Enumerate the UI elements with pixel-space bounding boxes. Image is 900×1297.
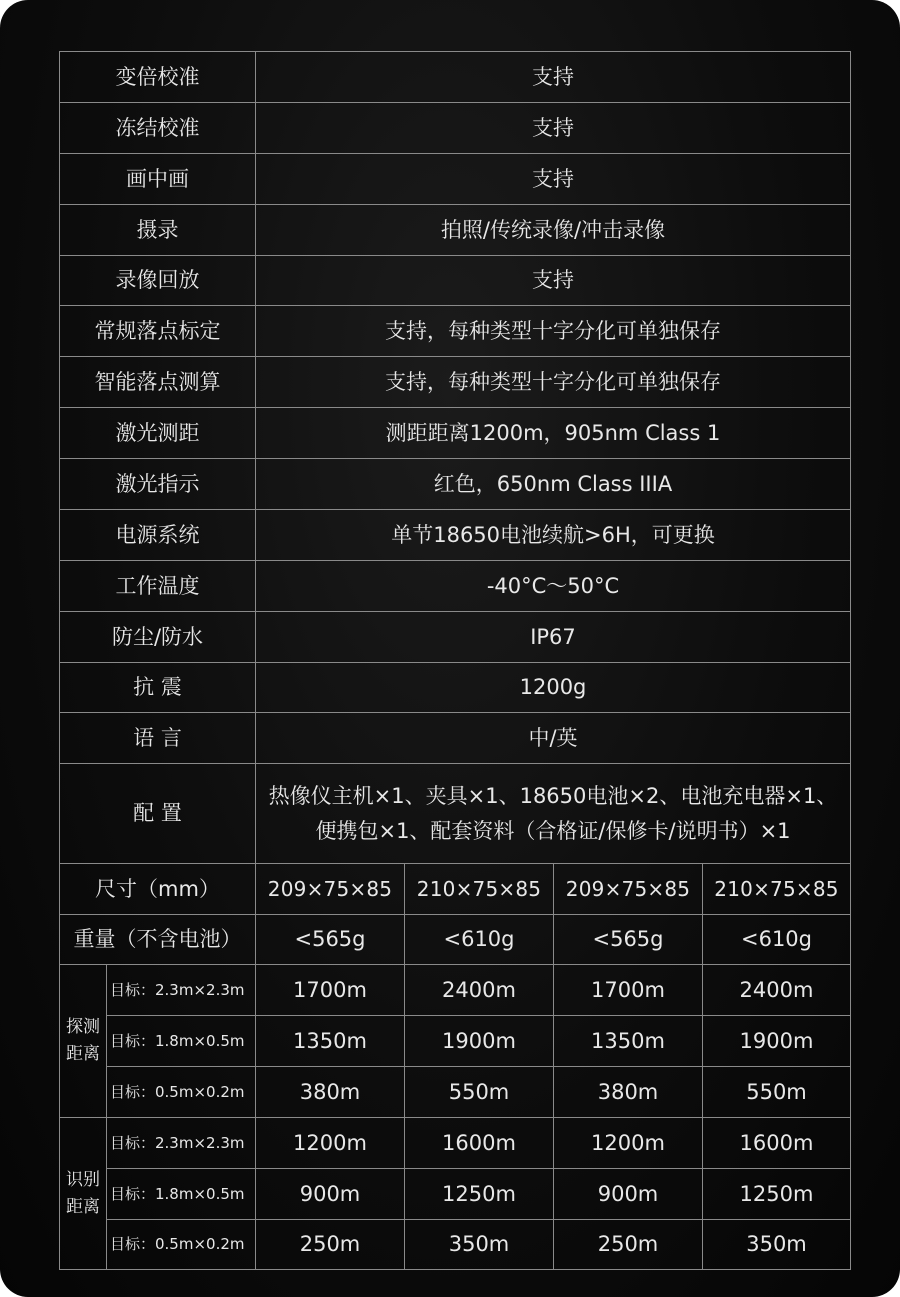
spec-label: 工作温度: [60, 561, 256, 612]
spec-value: IP67: [256, 612, 851, 663]
table-row: [60, 915, 851, 965]
weight-value: <610g: [703, 915, 851, 965]
table-row: [60, 1118, 851, 1169]
spec-value: 支持: [256, 103, 851, 154]
spec-label: 电源系统: [60, 510, 256, 561]
table-row: [60, 1067, 851, 1118]
table-row: [60, 256, 851, 306]
range-value: 350m: [405, 1220, 554, 1270]
spec-value: 红色，650nm Class IIIA: [256, 459, 851, 510]
range-value: 1200m: [256, 1118, 405, 1169]
range-value: 380m: [554, 1067, 703, 1118]
spec-label: 常规落点标定: [60, 306, 256, 357]
spec-value: 1200g: [256, 663, 851, 713]
table-row: [60, 408, 851, 459]
spec-label: 录像回放: [60, 256, 256, 306]
spec-value: 支持: [256, 256, 851, 306]
table-row: [60, 965, 851, 1016]
range-value: 550m: [703, 1067, 851, 1118]
range-value: 1250m: [405, 1169, 554, 1220]
spec-value: -40°C～50°C: [256, 561, 851, 612]
table-row: [60, 154, 851, 205]
table-row: [60, 1169, 851, 1220]
target-label: 目标：1.8m×0.5m: [107, 1169, 256, 1220]
range-value: 350m: [703, 1220, 851, 1270]
target-label: 目标：1.8m×0.5m: [107, 1016, 256, 1067]
spec-label: 画中画: [60, 154, 256, 205]
spec-label: 智能落点测算: [60, 357, 256, 408]
spec-value: 支持: [256, 154, 851, 205]
spec-value: 支持，每种类型十字分化可单独保存: [256, 357, 851, 408]
spec-label: 激光测距: [60, 408, 256, 459]
config-value: 热像仪主机×1、夹具×1、18650电池×2、电池充电器×1、便携包×1、配套资料（合格证/保修卡/说明书）×1: [256, 764, 851, 864]
recognition-label: 识别距离: [60, 1118, 107, 1270]
table-row: [60, 103, 851, 154]
detection-label: 探测距离: [60, 965, 107, 1118]
target-label: 目标：2.3m×2.3m: [107, 965, 256, 1016]
range-value: 1600m: [405, 1118, 554, 1169]
table-row: [60, 612, 851, 663]
spec-value: 支持，每种类型十字分化可单独保存: [256, 306, 851, 357]
range-value: 1700m: [554, 965, 703, 1016]
weight-label: 重量（不含电池）: [60, 915, 256, 965]
target-label: 目标：0.5m×0.2m: [107, 1067, 256, 1118]
range-value: 250m: [554, 1220, 703, 1270]
table-row: [60, 713, 851, 764]
weight-value: <565g: [554, 915, 703, 965]
spec-label: 摄录: [60, 205, 256, 256]
spec-label: 防尘/防水: [60, 612, 256, 663]
config-label: 配 置: [60, 764, 256, 864]
range-value: 1250m: [703, 1169, 851, 1220]
range-value: 1200m: [554, 1118, 703, 1169]
size-value: 210×75×85: [405, 864, 554, 915]
table-row: [60, 561, 851, 612]
range-value: 1600m: [703, 1118, 851, 1169]
range-value: 900m: [554, 1169, 703, 1220]
size-value: 210×75×85: [703, 864, 851, 915]
spec-value: 中/英: [256, 713, 851, 764]
size-value: 209×75×85: [256, 864, 405, 915]
spec-label: 抗 震: [60, 663, 256, 713]
range-value: 550m: [405, 1067, 554, 1118]
spec-label: 语 言: [60, 713, 256, 764]
weight-value: <565g: [256, 915, 405, 965]
range-value: 1900m: [703, 1016, 851, 1067]
target-label: 目标：2.3m×2.3m: [107, 1118, 256, 1169]
table-row: [60, 459, 851, 510]
table-row: [60, 1220, 851, 1270]
table-row: [60, 357, 851, 408]
spec-label: 冻结校准: [60, 103, 256, 154]
range-value: 900m: [256, 1169, 405, 1220]
table-row: [60, 510, 851, 561]
range-value: 2400m: [703, 965, 851, 1016]
size-value: 209×75×85: [554, 864, 703, 915]
spec-label: 激光指示: [60, 459, 256, 510]
weight-value: <610g: [405, 915, 554, 965]
range-value: 250m: [256, 1220, 405, 1270]
spec-value: 测距距离1200m，905nm Class 1: [256, 408, 851, 459]
target-label: 目标：0.5m×0.2m: [107, 1220, 256, 1270]
table-row: [60, 205, 851, 256]
table-row: [60, 764, 851, 864]
table-row: [60, 52, 851, 103]
spec-value: 拍照/传统录像/冲击录像: [256, 205, 851, 256]
table-row: [60, 663, 851, 713]
table-row: [60, 306, 851, 357]
range-value: 2400m: [405, 965, 554, 1016]
table-row: [60, 864, 851, 915]
range-value: 1900m: [405, 1016, 554, 1067]
spec-value: 单节18650电池续航>6H，可更换: [256, 510, 851, 561]
spec-value: 支持: [256, 52, 851, 103]
range-value: 1350m: [256, 1016, 405, 1067]
spec-table: [59, 51, 851, 1270]
size-label: 尺寸（mm）: [60, 864, 256, 915]
spec-label: 变倍校准: [60, 52, 256, 103]
range-value: 380m: [256, 1067, 405, 1118]
range-value: 1350m: [554, 1016, 703, 1067]
table-row: [60, 1016, 851, 1067]
range-value: 1700m: [256, 965, 405, 1016]
